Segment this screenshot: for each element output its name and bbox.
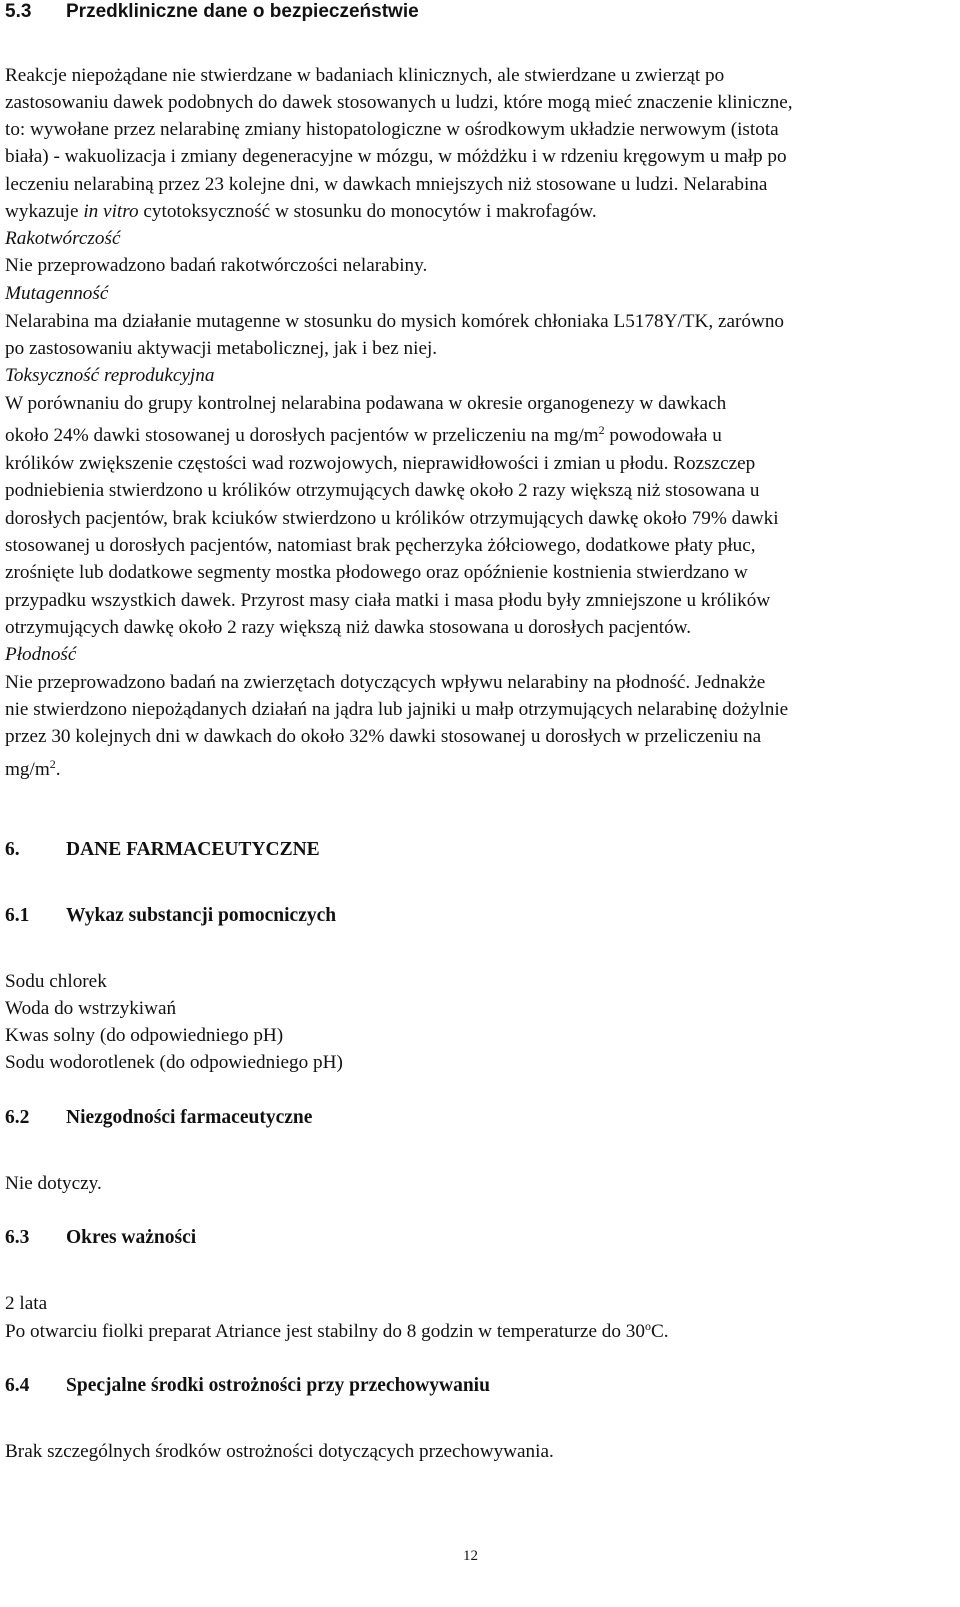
paragraph-line bbox=[5, 424, 722, 448]
section-title: Okres ważności bbox=[66, 1227, 197, 1248]
section-6-1-heading bbox=[5, 904, 336, 928]
section-5-3-heading bbox=[5, 0, 419, 24]
paragraph-line: nie stwierdzono niepożądanych działań na jądra lub jajniki u małp otrzymujących nelarabinę dożylnie bbox=[5, 699, 789, 720]
paragraph-line: biała) - wakuolizacja i zmiany degeneracyjne w mózgu, w móżdżku i w rdzeniu kręgowym u małp po bbox=[5, 146, 787, 167]
text-span: około 24% dawki stosowanej u dorosłych pacjentów w przeliczeniu na mg/m bbox=[5, 425, 599, 446]
paragraph-line: przez 30 kolejnych dni w dawkach do około 32% dawki stosowanej u dorosłych w przeliczeniu na bbox=[5, 726, 762, 747]
subheading-carcinogenicity bbox=[5, 227, 120, 251]
paragraph-line: Nelarabina ma działanie mutagenne w stosunku do mysich komórek chłoniaka L5178Y/TK, zarówno bbox=[5, 311, 785, 332]
text-span: C. bbox=[650, 1321, 669, 1342]
list-item: Sodu chlorek bbox=[5, 971, 107, 992]
paragraph-line: W porównaniu do grupy kontrolnej nelarabina podawana w okresie organogenezy w dawkach bbox=[5, 393, 727, 414]
section-number: 6.4 bbox=[5, 1375, 30, 1396]
paragraph-line: to: wywołane przez nelarabinę zmiany histopatologiczne w ośrodkowym układzie nerwowym (istota bbox=[5, 119, 779, 140]
paragraph-line: 2 lata bbox=[5, 1293, 48, 1314]
subheading-mutagenicity bbox=[5, 282, 108, 306]
paragraph-line: dorosłych pacjentów, brak kciuków stwierdzono u królików otrzymujących dawkę około 79% dawki bbox=[5, 508, 779, 529]
superscript: 2 bbox=[49, 757, 56, 771]
paragraph-line: zrośnięte lub dodatkowe segmenty mostka płodowego oraz opóźnienie kostnienia stwierdzano w bbox=[5, 562, 748, 583]
section-title: Niezgodności farmaceutyczne bbox=[66, 1107, 313, 1128]
subheading-fertility bbox=[5, 643, 76, 667]
paragraph-line: podniebienia stwierdzono u królików otrzymujących dawkę około 2 razy większą niż stosowana u bbox=[5, 480, 760, 501]
list-item: Woda do wstrzykiwań bbox=[5, 998, 177, 1019]
section-6-heading bbox=[5, 838, 320, 862]
text-span: Po otwarciu fiolki preparat Atriance jest stabilny do 8 godzin w temperaturze do 30 bbox=[5, 1321, 645, 1342]
paragraph-line: Reakcje niepożądane nie stwierdzane w badaniach klinicznych, ale stwierdzane u zwierząt po bbox=[5, 65, 725, 86]
section-title: Przedkliniczne dane o bezpieczeństwie bbox=[66, 1, 419, 22]
section-number: 6.3 bbox=[5, 1227, 30, 1248]
subheading-text: Rakotwórczość bbox=[5, 228, 121, 249]
section-number: 6.2 bbox=[5, 1107, 30, 1128]
list-item: Kwas solny (do odpowiedniego pH) bbox=[5, 1025, 284, 1046]
paragraph-line: leczeniu nelarabiną przez 23 kolejne dni, w dawkach mniejszych niż stosowane u ludzi. Nelarabina bbox=[5, 174, 768, 195]
paragraph-line: Brak szczególnych środków ostrożności dotyczących przechowywania. bbox=[5, 1441, 554, 1462]
italic-text: in vitro bbox=[83, 201, 139, 222]
subheading-reproductive-toxicity bbox=[5, 364, 214, 388]
paragraph-line: Nie dotyczy. bbox=[5, 1173, 102, 1194]
paragraph-line: otrzymujących dawkę około 2 razy większą niż dawka stosowana u dorosłych pacjentów. bbox=[5, 617, 692, 638]
text-span: cytotoksyczność w stosunku do monocytów i makrofagów. bbox=[138, 201, 597, 222]
paragraph-line: Nie przeprowadzono badań na zwierzętach dotyczących wpływu nelarabiny na płodność. Jednakże bbox=[5, 672, 766, 693]
paragraph-line: przypadku wszystkich dawek. Przyrost masy ciała matki i masa płodu były zmniejszone u królików bbox=[5, 590, 771, 611]
text-span: . bbox=[55, 759, 61, 780]
paragraph-line: po zastosowaniu aktywacji metabolicznej, jak i bez niej. bbox=[5, 338, 438, 359]
paragraph-line bbox=[5, 758, 61, 782]
superscript: o bbox=[644, 1319, 651, 1333]
section-number: 6. bbox=[5, 839, 20, 860]
text-span: wykazuje bbox=[5, 201, 84, 222]
section-6-4-heading bbox=[5, 1374, 490, 1398]
subheading-text: Mutagenność bbox=[5, 283, 109, 304]
text-span: powodowała u bbox=[604, 425, 722, 446]
section-number: 6.1 bbox=[5, 905, 30, 926]
section-number: 5.3 bbox=[5, 1, 32, 22]
page-number: 12 bbox=[463, 1548, 478, 1564]
text-span: mg/m bbox=[5, 759, 50, 780]
superscript: 2 bbox=[598, 423, 605, 437]
paragraph-line: zastosowaniu dawek podobnych do dawek stosowanych u ludzi, które mogą mieć znaczenie kliniczne, bbox=[5, 92, 793, 113]
paragraph-line: stosowanej u dorosłych pacjentów, natomiast brak pęcherzyka żółciowego, dodatkowe płaty płuc, bbox=[5, 535, 756, 556]
section-title: DANE FARMACEUTYCZNE bbox=[66, 839, 320, 860]
subheading-text: Płodność bbox=[5, 644, 77, 665]
paragraph-line bbox=[5, 200, 597, 224]
paragraph-line bbox=[5, 1320, 669, 1344]
paragraph-line: królików zwiększenie częstości wad rozwojowych, nieprawidłowości i zmian u płodu. Rozszczep bbox=[5, 453, 756, 474]
section-6-2-heading bbox=[5, 1106, 312, 1130]
list-item: Sodu wodorotlenek (do odpowiedniego pH) bbox=[5, 1052, 343, 1073]
section-title: Specjalne środki ostrożności przy przechowywaniu bbox=[66, 1375, 490, 1396]
subheading-text: Toksyczność reprodukcyjna bbox=[5, 365, 215, 386]
section-6-3-heading bbox=[5, 1226, 196, 1250]
section-title: Wykaz substancji pomocniczych bbox=[66, 905, 337, 926]
paragraph-line: Nie przeprowadzono badań rakotwórczości nelarabiny. bbox=[5, 255, 428, 276]
